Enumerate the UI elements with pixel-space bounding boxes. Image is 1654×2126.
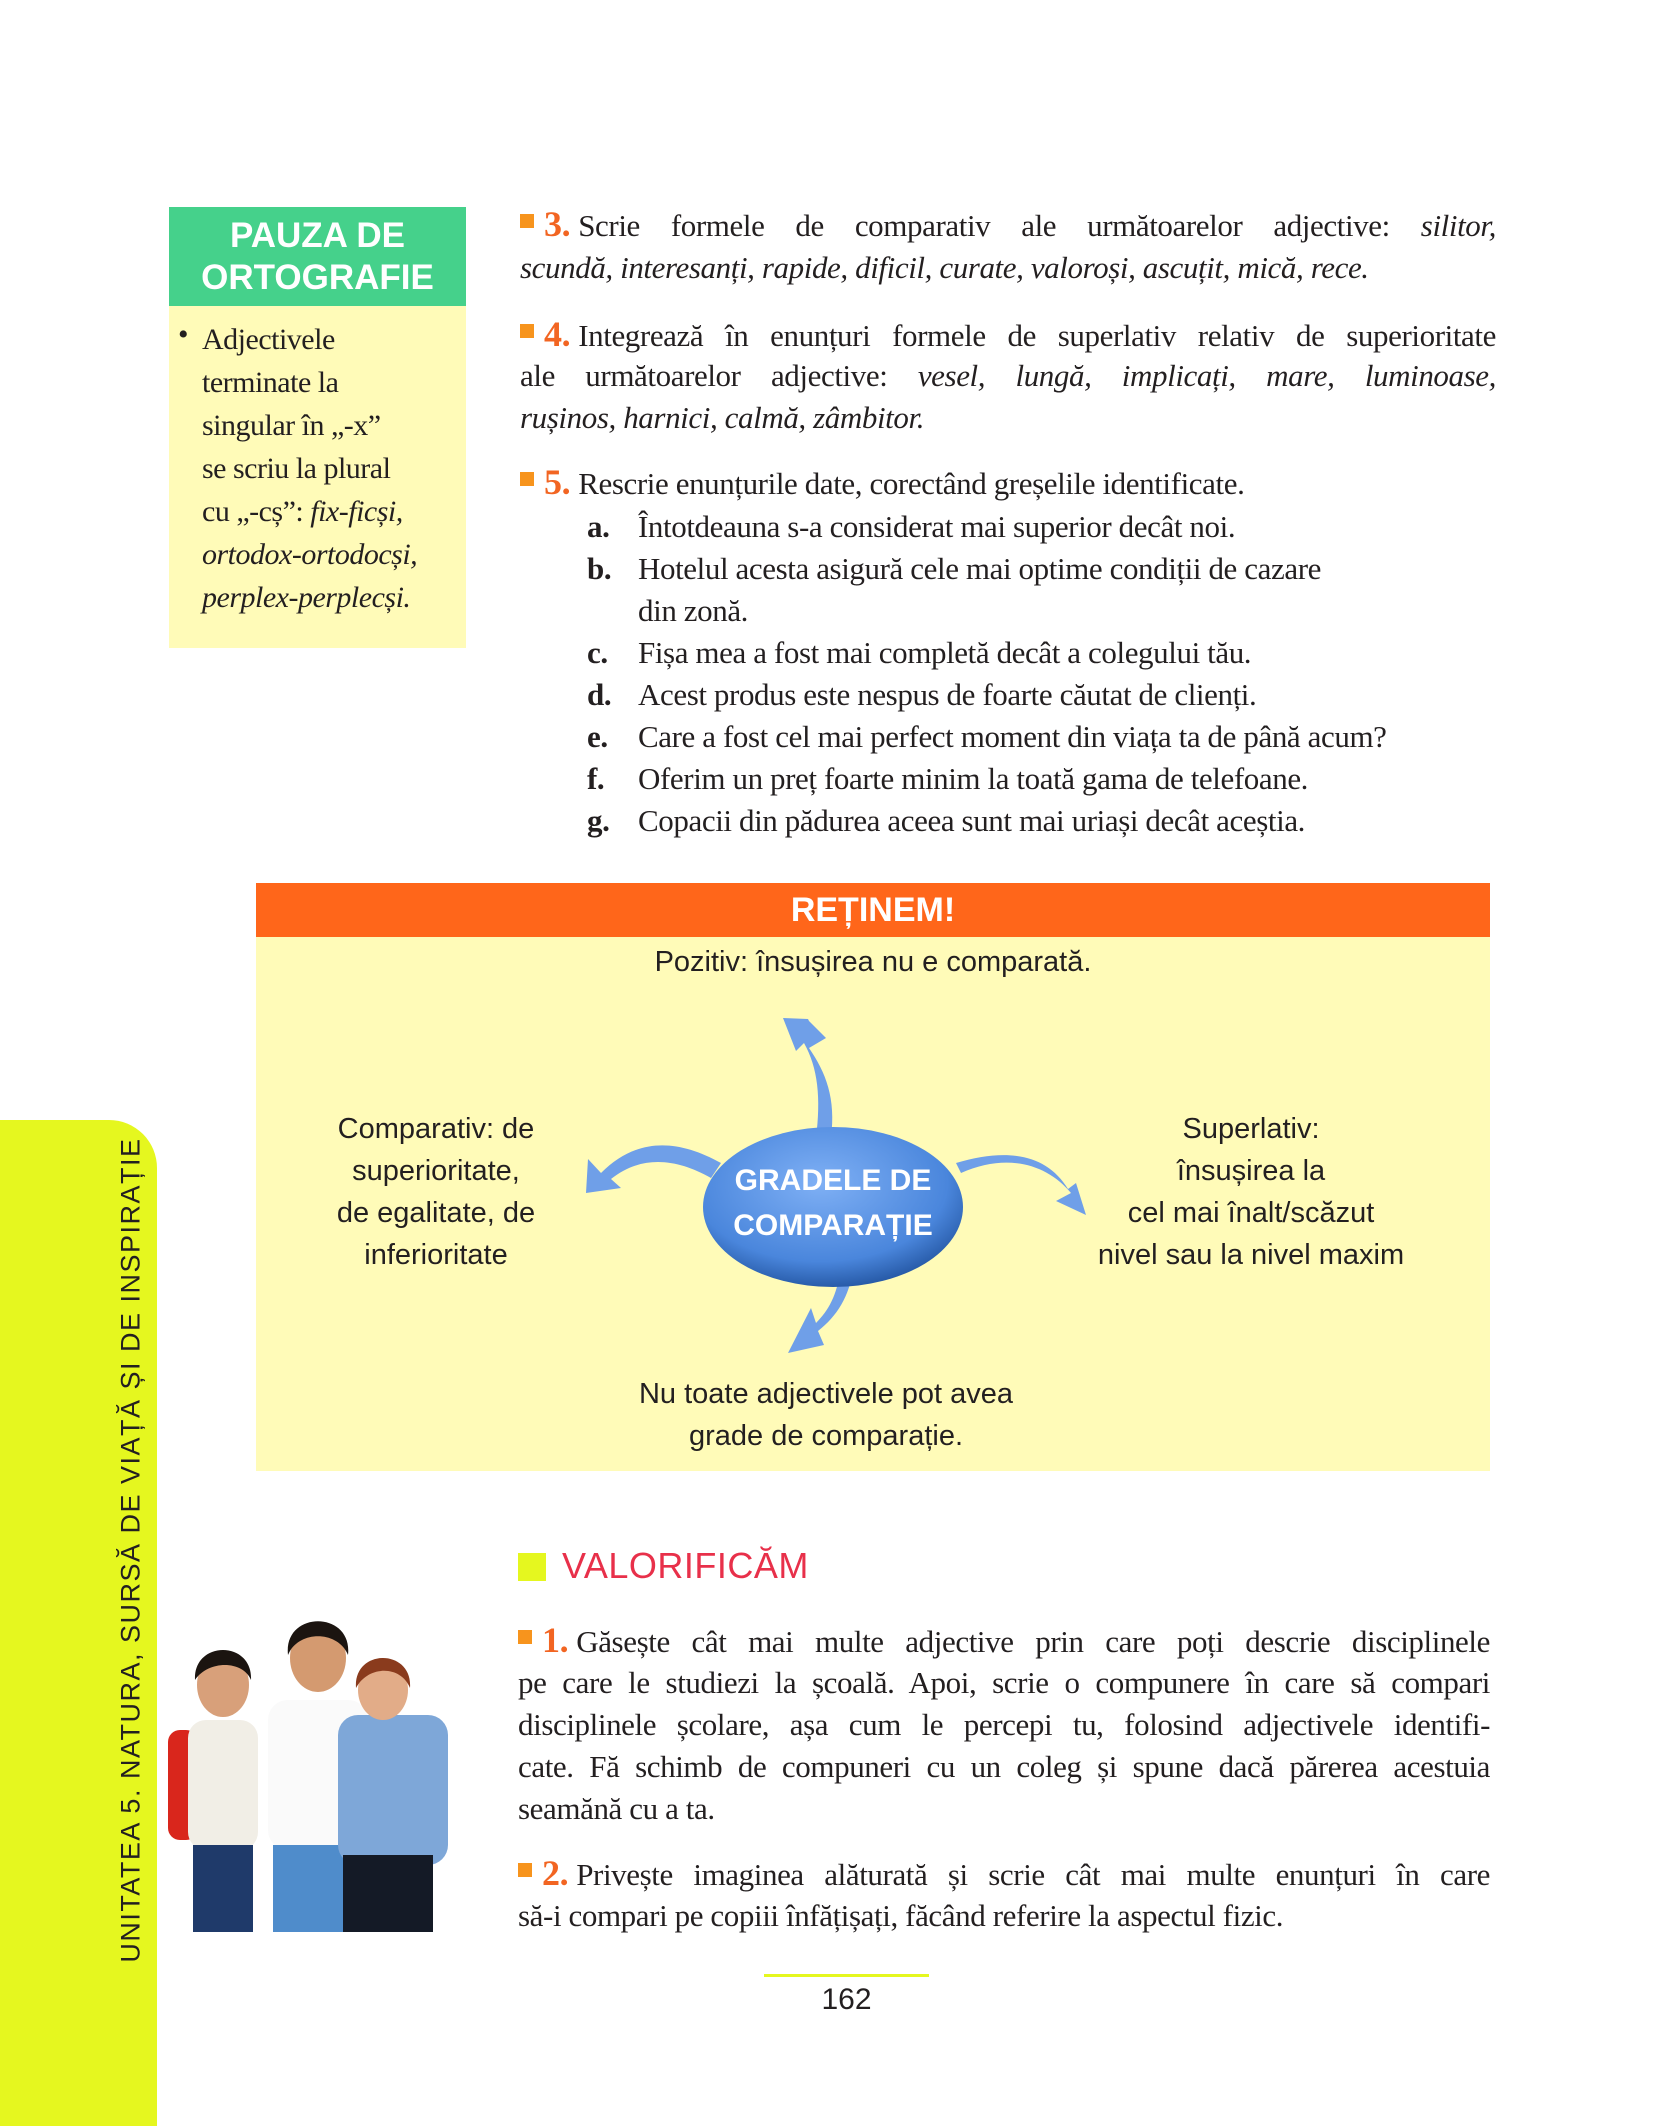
- item-text: Întotdeauna s-a considerat mai superior decât noi.: [638, 509, 1236, 544]
- exercise-line: pe care le studiezi la școală. Apoi, scrie o compunere în care să compari: [518, 1665, 1490, 1700]
- pauza-line: [202, 490, 417, 533]
- item-letter: d.: [587, 677, 612, 712]
- pauza-title-1: PAUZA DE: [230, 216, 405, 255]
- item-letter: a.: [587, 509, 610, 544]
- page-number: 162: [821, 1983, 872, 2016]
- page-number-rule: [764, 1974, 929, 1977]
- center-label-1: GRADELE DE: [734, 1164, 932, 1197]
- exercise-5: [520, 462, 1244, 504]
- item-text: Copacii din pădurea aceea sunt mai uriași decât aceștia.: [638, 803, 1306, 838]
- item-text: Fișa mea a fost mai completă decât a colegului tău.: [638, 635, 1252, 670]
- item-text: Acest produs este nespus de foarte căutat de clienți.: [638, 677, 1257, 712]
- text-line: cel mai înalt/scăzut: [1127, 1197, 1375, 1229]
- pauza-example: ortodox-ortodocși,: [202, 538, 418, 571]
- bullet-square-icon: [520, 214, 534, 228]
- exercise-3-words: scundă, interesanți, rapide, dificil, curate, valoroși, ascuțit, mică, rece.: [520, 250, 1369, 285]
- exercise-text: Scrie formele de comparativ ale următoarelor adjective:: [578, 208, 1421, 243]
- exercise-text: Privește imaginea alăturată și scrie cât mai multe enunțuri în care: [576, 1857, 1490, 1892]
- pauza-example: fix-ficși,: [310, 495, 403, 528]
- section-square-icon: [518, 1553, 546, 1581]
- text-line: Superlativ:: [1182, 1113, 1320, 1145]
- exercise-words: silitor,: [1420, 208, 1496, 243]
- list-item: [587, 548, 1387, 590]
- bullet-square-icon: [520, 472, 534, 486]
- text-line: Comparativ: de: [337, 1113, 535, 1145]
- list-item: [587, 758, 1387, 800]
- text-line: însușirea la: [1176, 1155, 1326, 1187]
- list-item: [587, 800, 1387, 842]
- exercise-number: 5.: [544, 462, 571, 502]
- exercise-text: Integrează în enunțuri formele de superlativ relativ de superioritate: [578, 318, 1496, 353]
- exercise-line: să-i compari pe copiii înfățișați, făcând referire la aspectul fizic.: [518, 1898, 1284, 1933]
- item-text: Oferim un preț foarte minim la toată gama de telefoane.: [638, 761, 1309, 796]
- exercise-text: ale următoarelor adjective:: [520, 358, 918, 393]
- exercise-4: [520, 314, 1496, 356]
- exercise-words: vesel, lungă, implicați, mare, luminoase,: [917, 358, 1496, 393]
- list-item: [587, 632, 1387, 674]
- arrow-up-icon: [783, 1018, 832, 1138]
- pauza-body: [202, 318, 417, 619]
- bullet-square-icon: [518, 1863, 532, 1877]
- pauza-line: Adjectivele: [202, 323, 335, 356]
- text-line: Nu toate adjectivele pot avea: [638, 1378, 1014, 1410]
- pauza-title-2: ORTOGRAFIE: [201, 258, 434, 297]
- text-line: nivel sau la nivel maxim: [1097, 1239, 1405, 1271]
- list-item-cont: din zonă.: [638, 593, 749, 628]
- exercise-line: disciplinele școlare, așa cum le percepi tu, folosind adjectivele identifi-: [518, 1707, 1490, 1742]
- bullet-square-icon: [520, 324, 534, 338]
- exercise-number: 2.: [542, 1853, 569, 1893]
- item-letter: e.: [587, 719, 608, 754]
- pauza-text: cu „-cș”:: [202, 495, 311, 528]
- item-letter: g.: [587, 803, 610, 838]
- exercise-line: cate. Fă schimb de compuneri cu un coleg și spune dacă părerea acestuia: [518, 1749, 1490, 1784]
- item-letter: f.: [587, 761, 605, 796]
- exercise-text: Rescrie enunțurile date, corectând greșelile identificate.: [578, 466, 1245, 501]
- item-text: Hotelul acesta asigură cele mai optime condiții de cazare: [638, 551, 1321, 586]
- pauza-bullet: •: [178, 318, 189, 351]
- item-letter: b.: [587, 551, 612, 586]
- text-line: inferioritate: [364, 1239, 508, 1271]
- item-text: Care a fost cel mai perfect moment din viața ta de până acum?: [638, 719, 1387, 754]
- pauza-line: se scriu la plural: [202, 452, 391, 485]
- exercise-line: seamănă cu a ta.: [518, 1791, 715, 1826]
- retinem-note: [556, 1373, 1096, 1457]
- valorificam-exercise-1: [518, 1620, 1490, 1662]
- list-item: [587, 716, 1387, 758]
- degree-positive: Pozitiv: însușirea nu e comparată.: [654, 946, 1092, 978]
- text-line: superioritate,: [352, 1155, 520, 1187]
- center-label-2: COMPARAȚIE: [733, 1209, 933, 1242]
- retinem-box: [256, 883, 1490, 1471]
- exercise-3: [520, 204, 1496, 246]
- children-photo: [163, 1610, 488, 1932]
- exercise-5-items: [587, 506, 1387, 842]
- pauza-line: singular în „-x”: [202, 409, 381, 442]
- center-label: [703, 1158, 963, 1248]
- valorificam-exercise-2: [518, 1853, 1490, 1895]
- item-letter: c.: [587, 635, 608, 670]
- list-item: [587, 674, 1387, 716]
- exercise-4-line3: rușinos, harnici, calmă, zâmbitor.: [520, 400, 925, 435]
- bullet-square-icon: [518, 1630, 532, 1644]
- degree-superlative: [1086, 1108, 1416, 1276]
- degree-comparative: [306, 1108, 566, 1276]
- section-title: VALORIFICĂM: [562, 1545, 809, 1586]
- text-line: de egalitate, de: [336, 1197, 536, 1229]
- pauza-line: terminate la: [202, 366, 339, 399]
- text-line: grade de comparație.: [688, 1420, 964, 1452]
- exercise-number: 3.: [544, 204, 571, 244]
- pauza-header: [169, 207, 466, 306]
- exercise-text: Găsește cât mai multe adjective prin care poți descrie disciplinele: [576, 1624, 1490, 1659]
- exercise-number: 4.: [544, 314, 571, 354]
- arrow-right-icon: [956, 1155, 1086, 1215]
- retinem-title: REȚINEM!: [790, 891, 956, 929]
- pauza-example: perplex-perplecși.: [202, 581, 411, 614]
- unit-sidebar-label: UNITATEA 5. NATURA, SURSĂ DE VIAȚĂ ȘI DE INSPIRAȚIE: [115, 1137, 146, 1963]
- exercise-number: 1.: [542, 1620, 569, 1660]
- list-item: [587, 506, 1387, 548]
- exercise-4-line2: [520, 356, 1496, 396]
- arrow-left-icon: [586, 1145, 721, 1193]
